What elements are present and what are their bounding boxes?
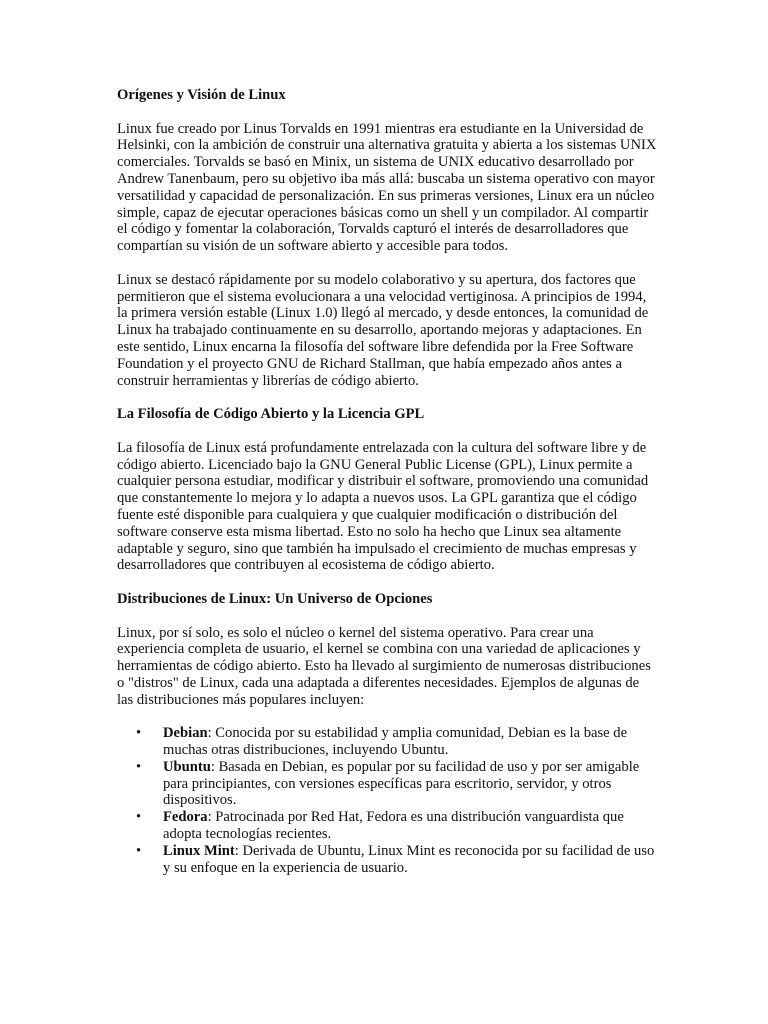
list-item-text: : Patrocinada por Red Hat, Fedora es una distribución vanguardista que adopta tecnologías recientes. bbox=[163, 809, 624, 843]
section-heading-gpl: La Filosofía de Código Abierto y la Licencia GPL bbox=[117, 406, 425, 423]
paragraph-origins-1: Linux fue creado por Linus Torvalds en 1991 mientras era estudiante en la Universidad de Helsinki, con la ambición de construir una alternativa gratuita y abierta a los sistemas UNIX comerciales. Torvalds se basó en Minix, un sistema de UNIX educativo desarrollado por Andrew Tanenbaum, pero su objetivo iba más allá: buscaba un sistema operativo con mayor versatilidad y capacidad de personalización. En sus primeras versiones, Linux era un núcleo simple, capaz de ejecutar operaciones básicas como un shell y un compilador. Al compartir el código y fomentar la colaboración, Torvalds capturó el interés de desarrolladores que compartían su visión de un software abierto y accesible para todos. bbox=[117, 120, 657, 255]
list-item bbox=[136, 809, 657, 843]
list-item-text: : Derivada de Ubuntu, Linux Mint es reconocida por su facilidad de uso y su enfoque en la experiencia de usuario. bbox=[163, 842, 655, 876]
bullet-glyph: • bbox=[136, 758, 142, 775]
list-item-term: Debian bbox=[163, 725, 208, 742]
list-item-term: Ubuntu bbox=[163, 758, 211, 775]
list-item-term: Linux Mint bbox=[163, 842, 235, 859]
paragraph-distributions-1: Linux, por sí solo, es solo el núcleo o kernel del sistema operativo. Para crear una experiencia completa de usuario, el kernel se combina con una variedad de aplicaciones y herramientas de código abierto. Esto ha llevado al surgimiento de numerosas distribuciones o "distros" de Linux, cada una adaptada a diferentes necesidades. Ejemplos de algunas de las distribuciones más populares incluyen: bbox=[117, 624, 651, 708]
list-item bbox=[136, 842, 657, 877]
bullet-glyph: • bbox=[136, 809, 142, 826]
list-item-text: : Conocida por su estabilidad y amplia comunidad, Debian es la base de muchas otras distribuciones, incluyendo Ubuntu. bbox=[163, 725, 628, 759]
distribution-list bbox=[117, 725, 657, 876]
section-heading-origins: Orígenes y Visión de Linux bbox=[117, 87, 286, 103]
section-heading-distributions: Distribuciones de Linux: Un Universo de Opciones bbox=[117, 590, 433, 607]
paragraph-origins-2: Linux se destacó rápidamente por su modelo colaborativo y su apertura, dos factores que permitieron que el sistema evolucionara a una velocidad vertiginosa. A principios de 1994, la primera versión estable (Linux 1.0) llegó al mercado, y desde entonces, la comunidad de Linux ha trabajado continuamente en su desarrollo, aportando mejoras y adaptaciones. En este sentido, Linux encarna la filosofía del software libre defendida por la Free Software Foundation y el proyecto GNU de Richard Stallman, que había empezado años antes a construir herramientas y librerías de código abierto. bbox=[117, 271, 649, 389]
bullet-glyph: • bbox=[136, 842, 142, 859]
list-item-text: : Basada en Debian, es popular por su facilidad de uso y por ser amigable para principiantes, con versiones específicas para escritorio, servidor, y otros dispositivos. bbox=[163, 758, 640, 809]
document-page bbox=[117, 87, 657, 876]
list-item bbox=[136, 758, 657, 809]
list-item-term: Fedora bbox=[163, 809, 208, 826]
bullet-glyph: • bbox=[136, 725, 142, 742]
paragraph-gpl-1: La filosofía de Linux está profundamente entrelazada con la cultura del software libre y de código abierto. Licenciado bajo la GNU General Public License (GPL), Linux permite a cualquier persona estudiar, modificar y distribuir el software, promoviendo una comunidad que constantemente lo mejora y lo adapta a nuevos usos. La GPL garantiza que el código fuente esté disponible para cualquiera y que cualquier modificación o distribución del software conserve esta misma libertad. Esto no solo ha hecho que Linux sea altamente adaptable y seguro, sino que también ha impulsado el crecimiento de muchas empresas y desarrolladores que contribuyen al ecosistema de código abierto. bbox=[117, 439, 649, 574]
list-item bbox=[136, 725, 657, 759]
